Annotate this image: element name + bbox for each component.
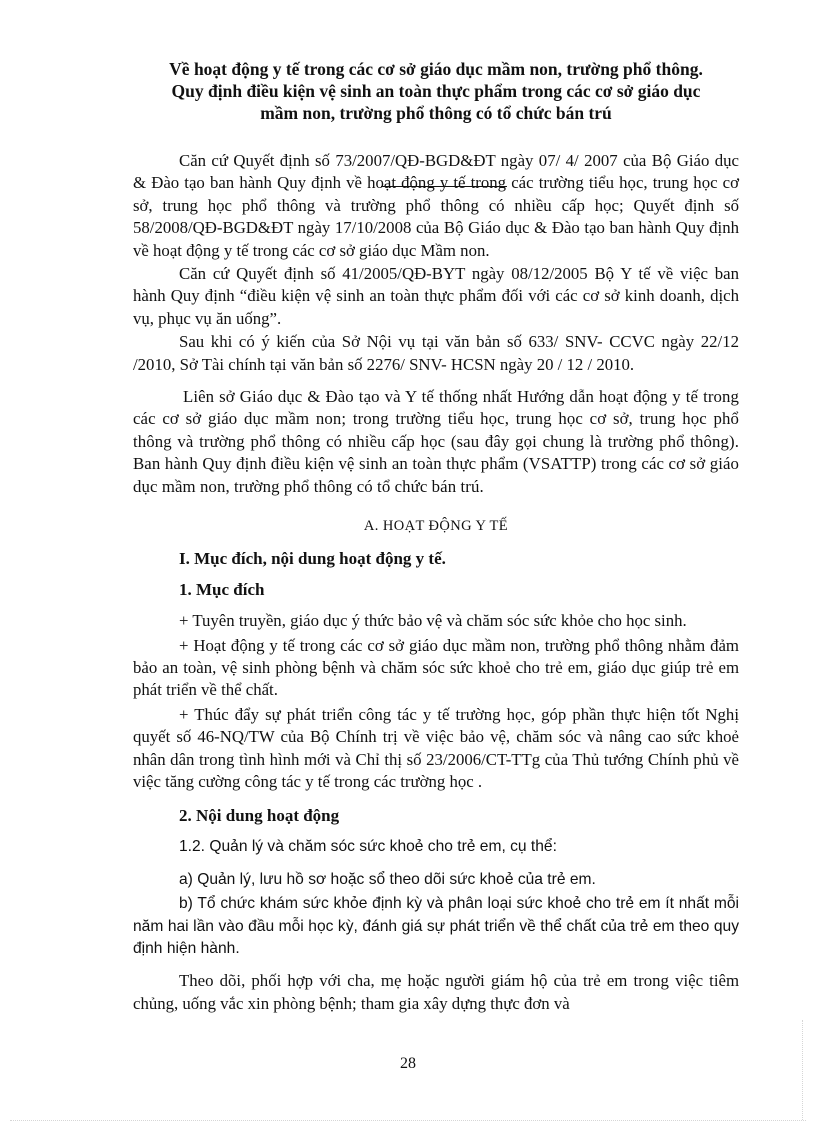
document-content bbox=[133, 58, 739, 1015]
page-number: 28 bbox=[400, 1055, 416, 1072]
heading-purpose: 1. Mục đích bbox=[179, 580, 265, 600]
paragraph-joint-guidance: Liên sở Giáo dục & Đào tạo và Y tế thống nhất Hướng dẫn hoạt động y tế trong các cơ sở giáo dục mầm non; trong trường tiểu học, trung học cơ sở, trung học phổ thông và trường phổ thông có nhiều cấp học (sau đây gọi chung là trường phổ thông). Ban hành Quy định điều kiện vệ sinh an toàn thực phẩm (VSATTP) trong các cơ sở giáo dục mầm non, trường phổ thông có tổ chức bán trú. bbox=[133, 387, 739, 496]
paragraph-legal-basis-3: Sau khi có ý kiến của Sở Nội vụ tại văn bản số 633/ SNV- CCVC ngày 22/12 /2010, Sở Tài chính tại văn bản số 2276/ SNV- HCSN ngày 20 / 12 / 2010. bbox=[133, 332, 739, 374]
page-border-bottom bbox=[10, 1120, 806, 1121]
title-underline bbox=[381, 186, 507, 187]
page-border-right bbox=[802, 1020, 803, 1120]
heading-section-i: I. Mục đích, nội dung hoạt động y tế. bbox=[179, 549, 446, 569]
title-line-1: Về hoạt động y tế trong các cơ sở giáo dục mầm non, trường phổ thông. bbox=[169, 59, 703, 79]
document-title bbox=[133, 58, 739, 124]
title-line-2: Quy định điều kiện vệ sinh an toàn thực phẩm trong các cơ sở giáo dục bbox=[171, 81, 701, 101]
subsection-item-a: a) Quản lý, lưu hồ sơ hoặc sổ theo dõi sức khoẻ của trẻ em. bbox=[179, 870, 596, 888]
paragraph-legal-basis-1: Căn cứ Quyết định số 73/2007/QĐ-BGD&ĐT ngày 07/ 4/ 2007 của Bộ Giáo dục & Đào tạo ban hành Quy định về hoạt động y tế trong các trường tiểu học, trung học cơ sở, trung học phổ thông và trường phổ thông có nhiều cấp học; Quyết định số 58/2008/QĐ-BGD&ĐT ngày 17/10/2008 của Bộ Giáo dục & Đào tạo ban hành Quy định về hoạt động y tế trong các cơ sở giáo dục Mầm non. bbox=[133, 151, 739, 260]
bullet-purpose-2: + Hoạt động y tế trong các cơ sở giáo dục mầm non, trường phổ thông nhằm đảm bảo an toàn, vệ sinh phòng bệnh và chăm sóc sức khoẻ cho trẻ em, giáo dục giúp trẻ em phát triển về thể chất. bbox=[133, 635, 739, 700]
paragraph-legal-basis-2: Căn cứ Quyết định số 41/2005/QĐ-BYT ngày 08/12/2005 Bộ Y tế về việc ban hành Quy định “điều kiện vệ sinh an toàn thực phẩm đối với các cơ sở kinh doanh, dịch vụ, phục vụ ăn uống”. bbox=[133, 264, 739, 328]
bullet-purpose-1: + Tuyên truyền, giáo dục ý thức bảo vệ và chăm sóc sức khỏe cho học sinh. bbox=[179, 611, 687, 631]
paragraph-follow-up: Theo dõi, phối hợp với cha, mẹ hoặc người giám hộ của trẻ em trong việc tiêm chủng, uống vắc xin phòng bệnh; tham gia xây dựng thực đơn và bbox=[133, 971, 739, 1013]
bullet-purpose-3: + Thúc đẩy sự phát triển công tác y tế trường học, góp phần thực hiện tốt Nghị quyết số 46-NQ/TW của Bộ Chính trị về việc bảo vệ, chăm sóc và nâng cao sức khoẻ nhân dân trong tình hình mới và Chỉ thị số 23/2006/CT-TTg của Thủ tướng Chính phủ về việc tăng cường công tác y tế trong các trường học . bbox=[133, 704, 739, 791]
section-a-heading: A. HOẠT ĐỘNG Y TẾ bbox=[363, 518, 509, 535]
subsection-item-b: b) Tổ chức khám sức khỏe định kỳ và phân loại sức khoẻ cho trẻ em ít nhất mỗi năm hai lần vào đầu mỗi học kỳ, đánh giá sự phát triển về thể chất của trẻ em theo quy định hiện hành. bbox=[133, 895, 739, 957]
title-line-3: mầm non, trường phổ thông có tổ chức bán trú bbox=[260, 103, 612, 123]
subsection-1-2: 1.2. Quản lý và chăm sóc sức khoẻ cho trẻ em, cụ thể: bbox=[179, 838, 557, 856]
heading-activity-content: 2. Nội dung hoạt động bbox=[179, 806, 340, 826]
